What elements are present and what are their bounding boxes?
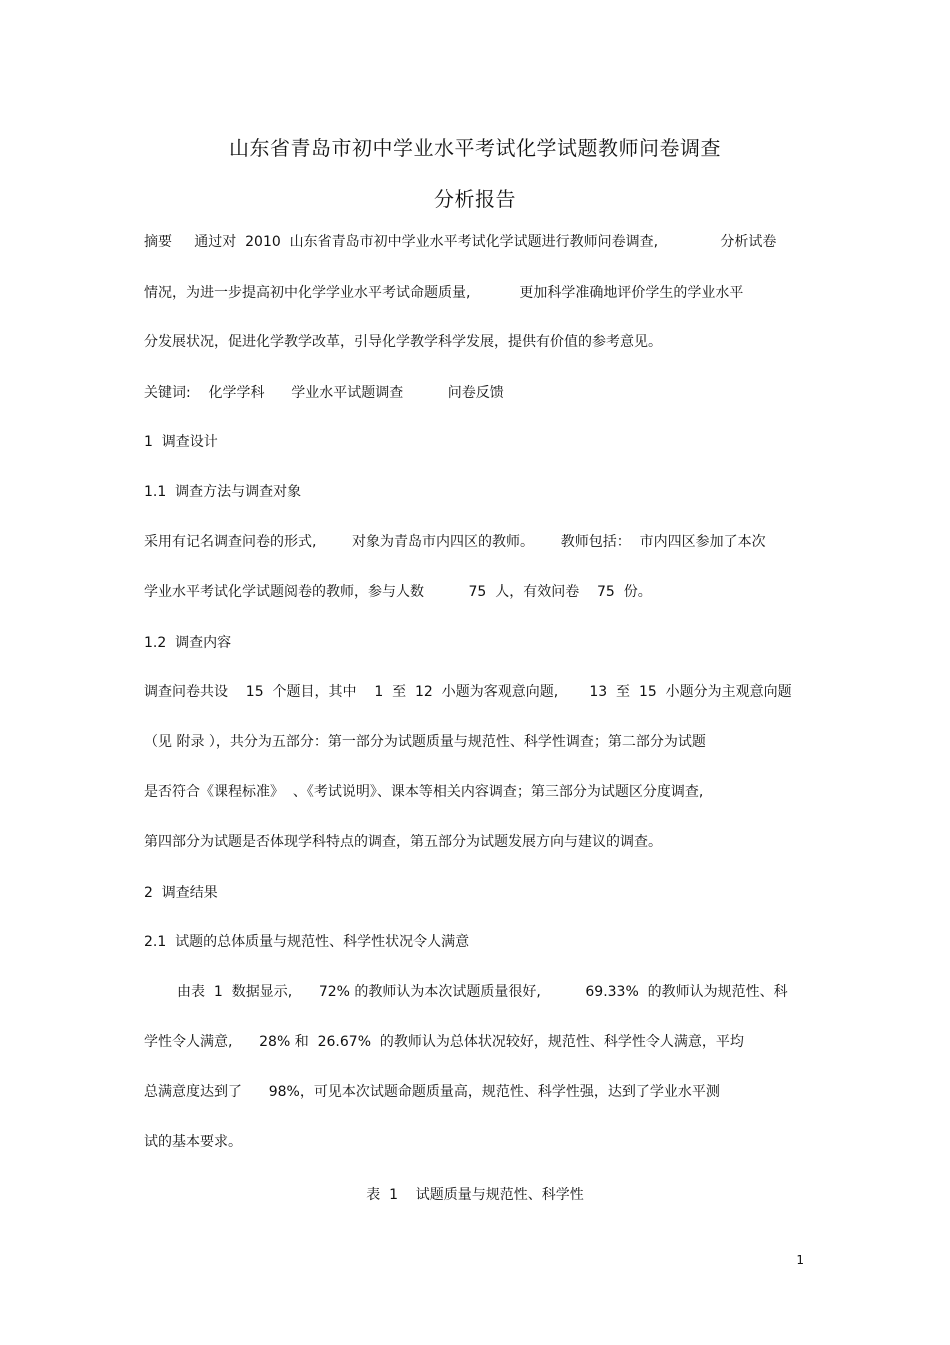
section-heading-1-1: 1.1 调查方法与调查对象 [144, 484, 302, 500]
paragraph-3-line-4: 试的基本要求。 [144, 1134, 242, 1150]
abstract-line-2: 情况，为进一步提高初中化学学业水平考试命题质量, 更加科学准确地评价学生的学业水平 [144, 285, 744, 301]
paragraph-1-line-1: 采用有记名调查问卷的形式, 对象为青岛市内四区的教师。 教师包括： 市内四区参加了本次 [144, 534, 766, 550]
page-number: 1 [796, 1253, 804, 1267]
paragraph-3-line-1: 由表 1 数据显示, 72% 的教师认为本次试题质量很好, 69.33% 的教师认为规范性、科 [177, 984, 788, 1000]
paragraph-1-line-2: 学业水平考试化学试题阅卷的教师，参与人数 75 人，有效问卷 75 份。 [144, 584, 652, 600]
paragraph-2-line-1: 调查问卷共设 15 个题目，其中 1 至 12 小题为客观意向题, 13 至 15 小题分为主观意向题 [144, 684, 792, 700]
paragraph-3-line-3: 总满意度达到了 98%，可见本次试题命题质量高，规范性、科学性强，达到了学业水平测 [144, 1084, 720, 1100]
paragraph-3-line-2: 学性令人满意, 28% 和 26.67% 的教师认为总体状况较好，规范性、科学性令人满意，平均 [144, 1034, 744, 1050]
abstract-line-3: 分发展状况，促进化学教学改革，引导化学教学科学发展，提供有价值的参考意见。 [144, 334, 662, 350]
section-heading-2: 2 调查结果 [144, 885, 218, 901]
section-heading-1-2: 1.2 调查内容 [144, 635, 232, 651]
table-caption: 表 1 试题质量与规范性、科学性 [366, 1187, 584, 1203]
paragraph-2-line-2: （见 附录 ），共分为五部分：第一部分为试题质量与规范性、科学性调查；第二部分为试题 [144, 734, 706, 750]
section-heading-1: 1 调查设计 [144, 434, 218, 450]
document-title-line-1: 山东省青岛市初中学业水平考试化学试题教师问卷调查 [229, 136, 721, 160]
section-heading-2-1: 2.1 试题的总体质量与规范性、科学性状况令人满意 [144, 934, 470, 950]
abstract-line-1: 摘要 通过对 2010 山东省青岛市初中学业水平考试化学试题进行教师问卷调查, 分析试卷 [144, 234, 777, 250]
keywords-line: 关键词: 化学学科 学业水平试题调查 问卷反馈 [144, 385, 504, 401]
paragraph-2-line-4: 第四部分为试题是否体现学科特点的调查，第五部分为试题发展方向与建议的调查。 [144, 834, 662, 850]
paragraph-2-line-3: 是否符合《课程标准》 、《考试说明》、课本等相关内容调查；第三部分为试题区分度调查, [144, 784, 704, 800]
document-title-line-2: 分析报告 [434, 187, 516, 211]
